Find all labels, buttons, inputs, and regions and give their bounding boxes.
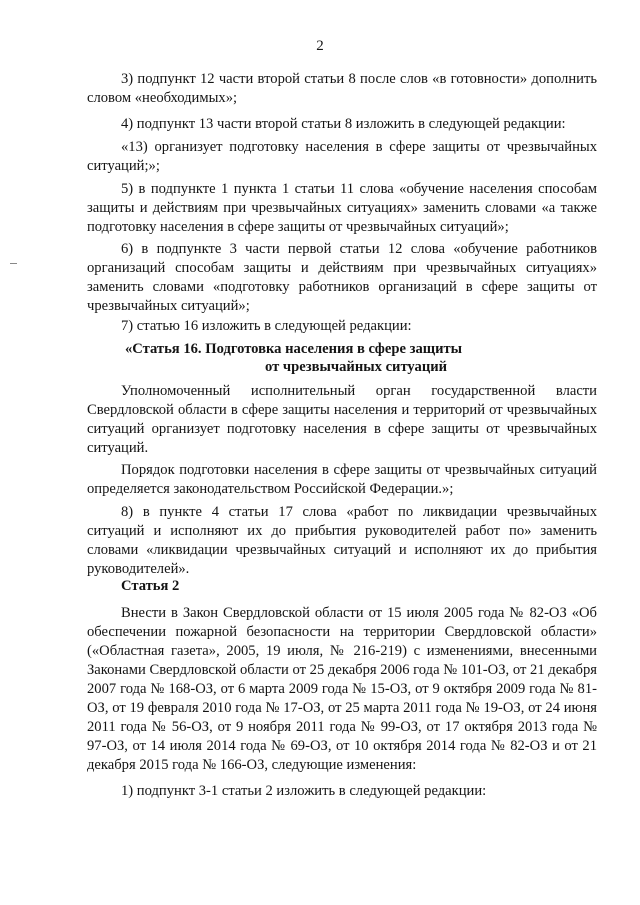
paragraph-item-8: 8) в пункте 4 статьи 17 слова «работ по ликвидации чрезвычайных ситуаций и исполняют их до прибытия руководителей работ по» заменить словами «ликвидации чрезвычайных ситуаций и исполняют их до прибытия руководителей». <box>87 504 597 577</box>
article-16-paragraph-2: Порядок подготовки населения в сфере защиты от чрезвычайных ситуаций определяется законодательством Российской Федерации.»; <box>87 462 597 497</box>
paragraph-item-5: 5) в подпункте 1 пункта 1 статьи 11 слова «обучение населения способам защиты и действиям при чрезвычайных ситуациях» заменить словами «а также подготовку населения в сфере защиты от чрезвычайных ситуаций»; <box>87 181 597 235</box>
paragraph-item-6: 6) в подпункте 3 части первой статьи 12 слова «обучение работников организаций способам защиты и действиям при чрезвычайных ситуациях» заменить словами «подготовку работников организаций в сфере защиты от чрезвычайных ситуаций»; <box>87 241 597 314</box>
paragraph-item-3: 3) подпункт 12 части второй статьи 8 после слов «в готовности» дополнить словом «необходимых»; <box>87 71 597 106</box>
article-2-intro: Внести в Закон Свердловской области от 15 июля 2005 года № 82-ОЗ «Об обеспечении пожарной безопасности на территории Свердловской области» («Областная газета», 2005, 19 июля, № 216-219) с изменениями, внесенными Законами Свердловской области от 25 декабря 2006 года № 101-ОЗ, от 21 декабря 2007 года № 168-ОЗ, от 6 марта 2009 года № 15-ОЗ, от 9 октября 2009 года № 81-ОЗ, от 19 февраля 2010 года № 17-ОЗ, от 25 марта 2011 года № 19-ОЗ, от 24 июня 2011 года № 56-ОЗ, от 9 ноября 2011 года № 99-ОЗ, от 17 октября 2013 года № 97-ОЗ, от 14 июля 2014 года № 69-ОЗ, от 10 октября 2014 года № 82-ОЗ и от 21 декабря 2015 года № 166-ОЗ, следующие изменения: <box>87 605 597 773</box>
article-2-heading: Статья 2 <box>121 578 180 594</box>
page-number: 2 <box>316 38 324 54</box>
article-16-heading-line2: от чрезвычайных ситуаций <box>265 359 448 375</box>
paragraph-item-13-quote: «13) организует подготовку населения в сфере защиты от чрезвычайных ситуаций;»; <box>87 139 597 174</box>
article-2-item-1: 1) подпункт 3-1 статьи 2 изложить в следующей редакции: <box>121 783 487 799</box>
article-16-paragraph-1: Уполномоченный исполнительный орган государственной власти Свердловской области в сфере защиты населения и территорий от чрезвычайных ситуаций организует подготовку населения в сфере защиты от чрезвычайных ситуаций. <box>87 383 597 456</box>
article-16-heading <box>87 340 597 376</box>
paragraph-item-7: 7) статью 16 изложить в следующей редакции: <box>121 318 412 334</box>
article-16-heading-line1: «Статья 16. Подготовка населения в сфере защиты <box>125 341 463 357</box>
margin-mark <box>10 263 17 264</box>
paragraph-item-4: 4) подпункт 13 части второй статьи 8 изложить в следующей редакции: <box>121 116 566 132</box>
